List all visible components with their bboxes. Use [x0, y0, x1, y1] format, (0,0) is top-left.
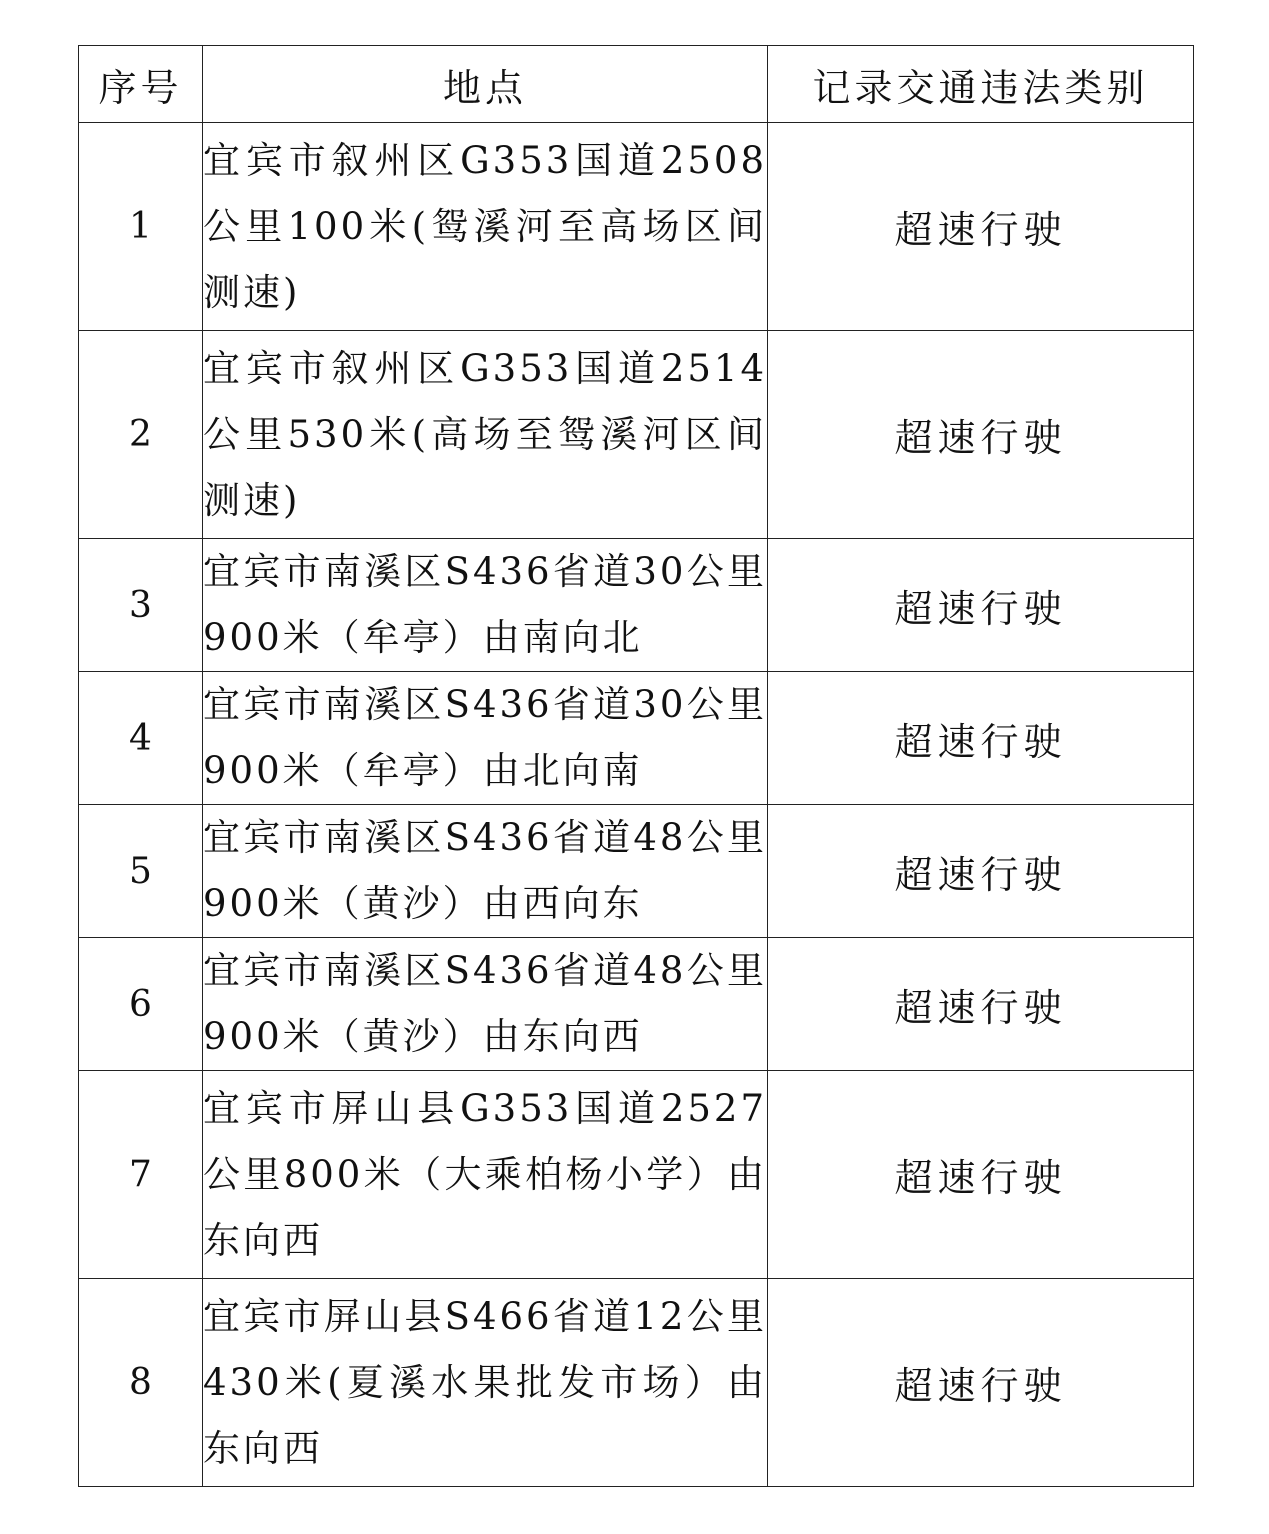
row-location: 宜宾市屏山县S466省道12公里430米(夏溪水果批发市场）由东向西: [203, 1279, 768, 1487]
row-seq: 6: [79, 938, 203, 1071]
row-location: 宜宾市南溪区S436省道48公里900米（黄沙）由东向西: [203, 938, 768, 1071]
row-location: 宜宾市南溪区S436省道48公里900米（黄沙）由西向东: [203, 805, 768, 938]
row-violation-type: 超速行驶: [768, 805, 1194, 938]
header-violation-type: 记录交通违法类别: [768, 46, 1194, 123]
row-location: 宜宾市叙州区G353国道2514公里530米(高场至鸳溪河区间测速): [203, 331, 768, 539]
row-violation-type: 超速行驶: [768, 672, 1194, 805]
row-violation-type: 超速行驶: [768, 1071, 1194, 1279]
row-location: 宜宾市南溪区S436省道30公里900米（牟亭）由南向北: [203, 539, 768, 672]
row-seq: 5: [79, 805, 203, 938]
row-location: 宜宾市叙州区G353国道2508公里100米(鸳溪河至高场区间测速): [203, 123, 768, 331]
row-violation-type: 超速行驶: [768, 331, 1194, 539]
row-location: 宜宾市屏山县G353国道2527公里800米（大乘柏杨小学）由东向西: [203, 1071, 768, 1279]
table-row: [79, 539, 1194, 672]
table-row: [79, 331, 1194, 539]
table-row: [79, 805, 1194, 938]
table-header-row: [79, 46, 1194, 123]
row-violation-type: 超速行驶: [768, 123, 1194, 331]
table-row: [79, 1071, 1194, 1279]
table-row: [79, 1279, 1194, 1487]
table-row: [79, 123, 1194, 331]
row-violation-type: 超速行驶: [768, 539, 1194, 672]
violation-locations-table: [78, 45, 1194, 1487]
row-violation-type: 超速行驶: [768, 938, 1194, 1071]
row-seq: 3: [79, 539, 203, 672]
table-row: [79, 672, 1194, 805]
row-seq: 7: [79, 1071, 203, 1279]
row-violation-type: 超速行驶: [768, 1279, 1194, 1487]
row-seq: 2: [79, 331, 203, 539]
row-location: 宜宾市南溪区S436省道30公里900米（牟亭）由北向南: [203, 672, 768, 805]
row-seq: 1: [79, 123, 203, 331]
header-location: 地点: [203, 46, 768, 123]
row-seq: 8: [79, 1279, 203, 1487]
row-seq: 4: [79, 672, 203, 805]
table-row: [79, 938, 1194, 1071]
header-seq: 序号: [79, 46, 203, 123]
